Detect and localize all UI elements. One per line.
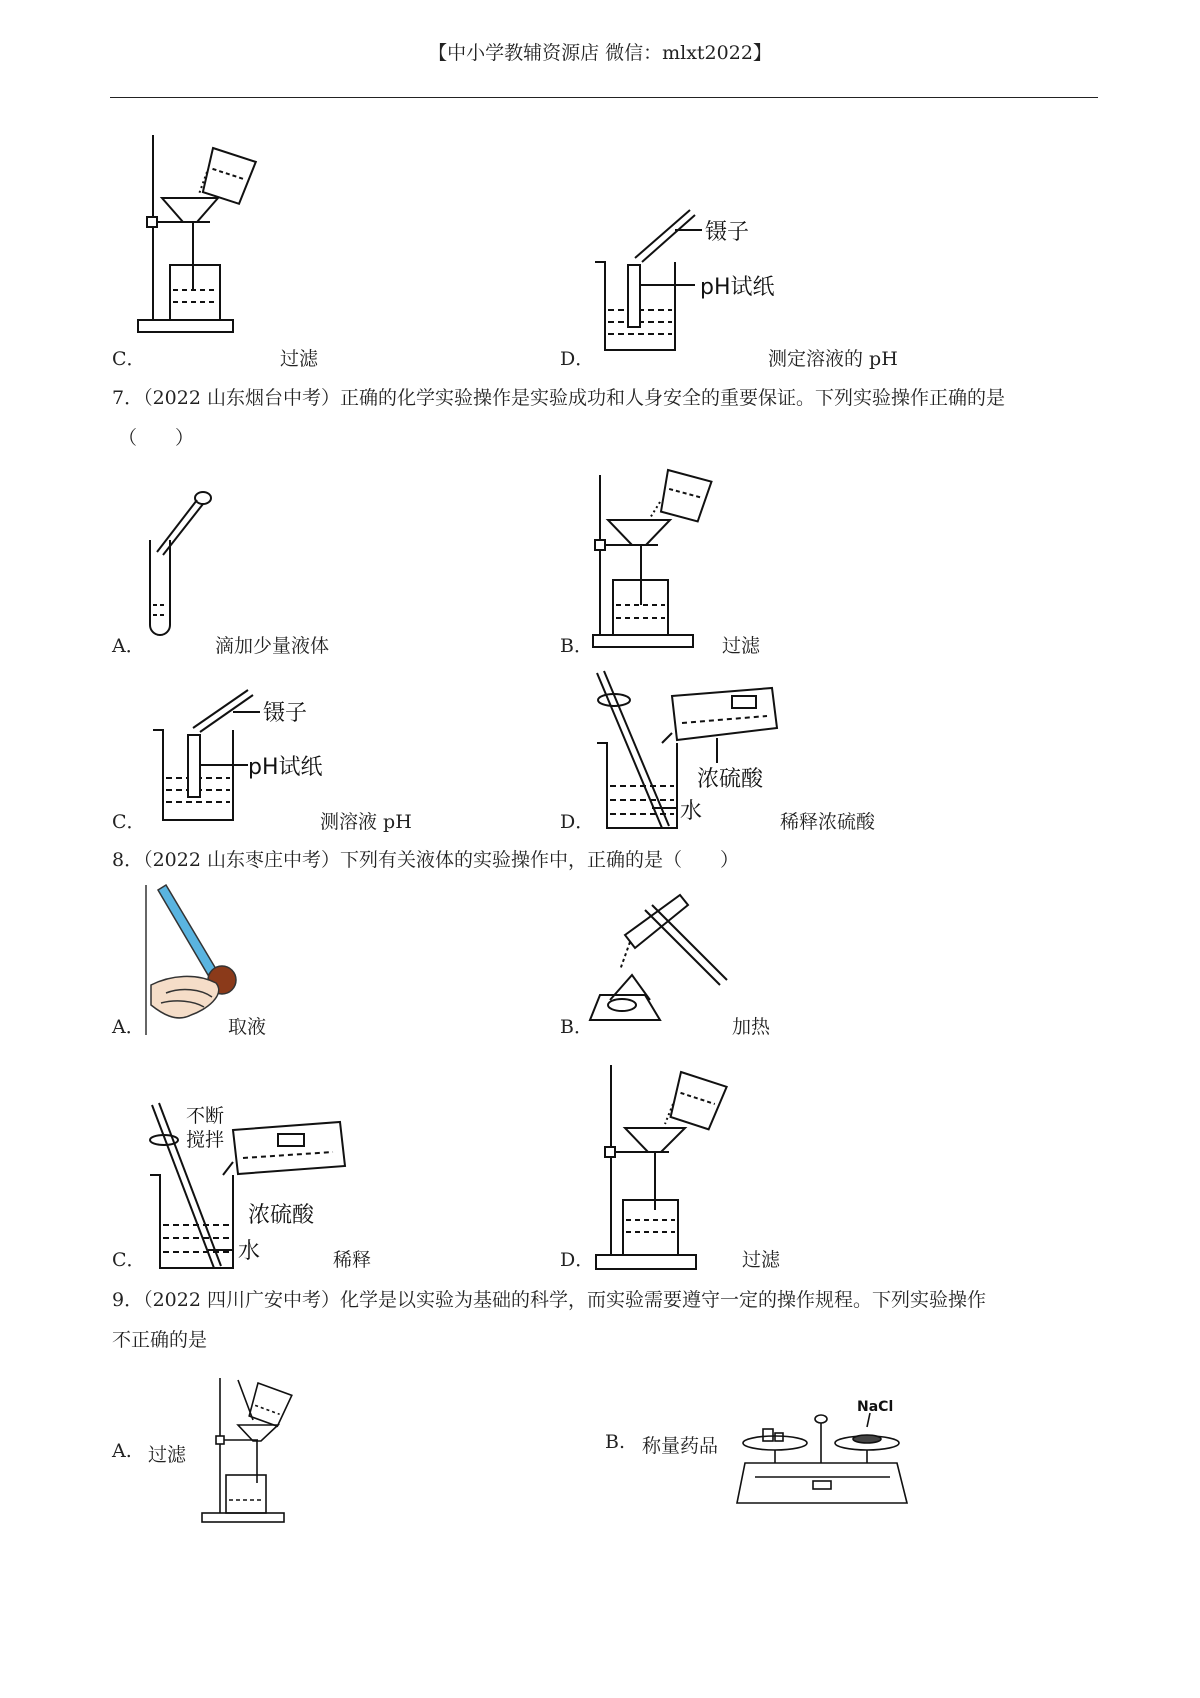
q8-c-acid-label: 浓硫酸 [248, 1203, 315, 1228]
q8-d-filtration-figure [593, 1060, 763, 1275]
q9-b-balance-figure [735, 1399, 915, 1510]
q7-option-a-letter: A． [112, 635, 145, 657]
q7-d-dilution-figure [592, 668, 792, 833]
q8-option-b-caption: 加热 [732, 1016, 771, 1038]
q7-d-acid-label: 浓硫酸 [697, 767, 764, 792]
q7-c-tweezers-label: 镊子 [263, 701, 308, 726]
q6-option-d-caption: 测定溶液的 pH [768, 348, 898, 370]
q6-option-c-caption: 过滤 [280, 348, 319, 370]
q8-c-stir-label-1: 不断 [186, 1105, 225, 1127]
q9-a-filtration-figure [198, 1375, 308, 1525]
q9-stem-line1: 9．（2022 四川广安中考）化学是以实验为基础的科学，而实验需要遵守一定的操作规程。下列实验操作 [112, 1289, 986, 1311]
q9-stem-line2: 不正确的是 [112, 1329, 208, 1351]
q9-option-a-caption: 过滤 [148, 1444, 187, 1466]
q7-option-c-caption: 测溶液 pH [320, 811, 412, 833]
q9-option-b-caption: 称量药品 [642, 1435, 719, 1457]
q6-option-d-letter: D． [560, 348, 595, 370]
q7-option-b-letter: B． [560, 635, 593, 657]
q7-c-ph-paper-label: pH试纸 [248, 755, 323, 780]
q7-option-d-caption: 稀释浓硫酸 [780, 811, 876, 833]
q7-option-b-caption: 过滤 [722, 635, 761, 657]
q7-b-filtration-figure [588, 470, 758, 650]
q7-stem-line1: 7．（2022 山东烟台中考）正确的化学实验操作是实验成功和人身安全的重要保证。下列实验操作正确的是 [112, 387, 1005, 409]
q7-d-water-label: 水 [680, 799, 703, 824]
page-header: 【中小学教辅资源店 微信：mlxt2022】 [428, 42, 772, 64]
q6-c-filtration-figure [135, 130, 395, 340]
q8-option-a-caption: 取液 [228, 1016, 267, 1038]
q7-option-d-letter: D． [560, 811, 595, 833]
q8-stem: 8．（2022 山东枣庄中考）下列有关液体的实验操作中，正确的是（ ） [112, 849, 739, 871]
q9-b-nacl-label: NaCl [857, 1399, 894, 1415]
q8-option-d-letter: D． [560, 1249, 595, 1271]
q8-b-heating-figure [590, 890, 740, 1025]
q6-d-ph-paper-label: pH试纸 [700, 275, 775, 300]
q7-option-c-letter: C． [112, 811, 146, 833]
q8-option-a-letter: A． [112, 1016, 145, 1038]
q9-option-b-letter: B. [605, 1431, 626, 1453]
q7-a-dropper-figure [145, 490, 225, 640]
q6-d-ph-test-figure [590, 210, 810, 350]
q8-option-b-letter: B． [560, 1016, 593, 1038]
q8-option-d-caption: 过滤 [742, 1249, 781, 1271]
q6-option-c-letter: C． [112, 348, 146, 370]
header-rule [110, 97, 1098, 98]
q8-option-c-caption: 稀释 [333, 1249, 372, 1271]
q6-d-tweezers-label: 镊子 [705, 220, 750, 245]
q7-c-ph-test-figure [148, 690, 368, 825]
q9-option-a-letter: A. [112, 1440, 132, 1462]
q7-option-a-caption: 滴加少量液体 [215, 635, 330, 657]
q8-c-stir-label-2: 搅拌 [186, 1129, 225, 1151]
q8-c-water-label: 水 [238, 1239, 261, 1264]
q8-option-c-letter: C． [112, 1249, 146, 1271]
q7-stem-line2: （ ） [118, 427, 195, 449]
q8-c-dilution-figure [148, 1100, 348, 1270]
